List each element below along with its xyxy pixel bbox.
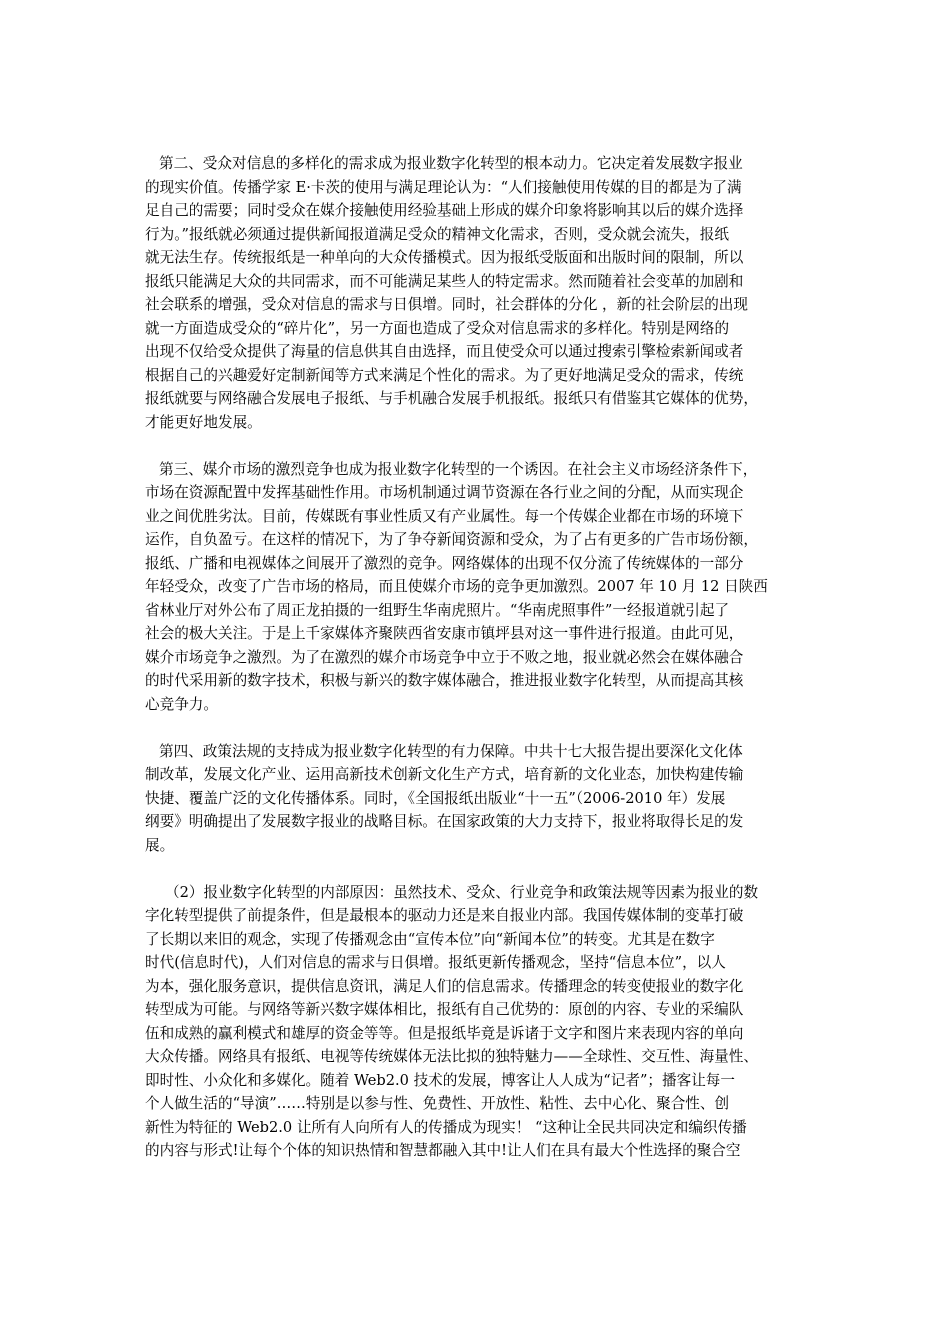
text-line: 报纸就要与网络融合发展电子报纸、与手机融合发展手机报纸。报纸只有借鉴其它媒体的优势， bbox=[145, 390, 758, 407]
text-line: 字化转型提供了前提条件，但是最根本的驱动力还是来自报业内部。我国传媒体制的变革打破 bbox=[145, 907, 744, 924]
text-line: 的现实价值。传播学家 E·卡茨的使用与满足理论认为：“人们接触使用传媒的目的都是为了满 bbox=[145, 178, 742, 196]
text-line: 社会的极大关注。于是上千家媒体齐聚陕西省安康市镇坪县对这一事件进行报道。由此可见， bbox=[145, 625, 744, 642]
text-line: 报纸只能满足大众的共同需求，而不可能满足某些人的特定需求。然而随着社会变革的加剧和 bbox=[145, 272, 744, 290]
text-line: 第三、媒介市场的激烈竞争也成为报业数字化转型的一个诱因。在社会主义市场经济条件下， bbox=[159, 460, 758, 478]
text-line: 业之间优胜劣汰。目前，传媒既有事业性质又有产业属性。每一个传媒企业都在市场的环境下 bbox=[145, 507, 744, 525]
text-line: 行为。”报纸就必须通过提供新闻报道满足受众的精神文化需求，否则，受众就会流失，报纸 bbox=[145, 225, 729, 243]
paragraph-audience-demand bbox=[145, 152, 825, 434]
text-line: 的内容与形式!让每个个体的知识热情和智慧都融入其中!让人们在具有最大个性选择的聚合空 bbox=[145, 1142, 741, 1159]
text-line: 才能更好地发展。 bbox=[145, 413, 262, 431]
text-line: 的时代采用新的数字技术，积极与新兴的数字媒体融合，推进报业数字化转型，从而提高其核 bbox=[145, 672, 744, 689]
text-line: 媒介市场竞争之激烈。为了在激烈的媒介市场竞争中立于不败之地，报业就必然会在媒体融合 bbox=[145, 648, 744, 666]
text-line: 出现不仅给受众提供了海量的信息供其自由选择，而且使受众可以通过搜索引擎检索新闻或者 bbox=[145, 343, 744, 360]
text-line: 个人做生活的“导演”……特别是以参与性、免费性、开放性、粘性、去中心化、聚合性、创 bbox=[145, 1095, 730, 1112]
text-line: 伍和成熟的赢利模式和雄厚的资金等等。但是报纸毕竟是诉诸于文字和图片来表现内容的单向 bbox=[145, 1024, 744, 1042]
text-line: 大众传播。网络具有报纸、电视等传统媒体无法比拟的独特魅力——全球性、交互性、海量性、 bbox=[145, 1048, 758, 1065]
text-line: 心竞争力。 bbox=[145, 695, 218, 713]
paragraph-policy-support bbox=[145, 740, 825, 858]
text-line: 社会联系的增强，受众对信息的需求与日俱增。同时，社会群体的分化 ，新的社会阶层的出现 bbox=[145, 296, 748, 313]
paragraph-internal-causes bbox=[145, 881, 825, 1163]
document-page bbox=[145, 152, 825, 1163]
text-line: 运作，自负盈亏。在这样的情况下，为了争夺新闻资源和受众，为了占有更多的广告市场份额， bbox=[145, 531, 758, 548]
text-line: 了长期以来旧的观念，实现了传播观念由“宣传本位”向“新闻本位”的转变。尤其是在数字 bbox=[145, 930, 715, 948]
text-line: 就无法生存。传统报纸是一种单向的大众传播模式。因为报纸受版面和出版时间的限制，所以 bbox=[145, 249, 744, 266]
text-line: 第二、受众对信息的多样化的需求成为报业数字化转型的根本动力。它决定着发展数字报业 bbox=[159, 155, 743, 172]
text-line: 即时性、小众化和多媒化。随着 Web2.0 技术的发展，博客让人人成为“记者”；播客让每一 bbox=[145, 1071, 735, 1089]
text-line: 时代(信息时代)，人们对信息的需求与日俱增。报纸更新传播观念，坚持“信息本位”，以人 bbox=[145, 954, 726, 971]
text-line: 省林业厅对外公布了周正龙拍摄的一组野生华南虎照片。“华南虎照事件”一经报道就引起了 bbox=[145, 601, 730, 619]
text-line: 纲要》明确提出了发展数字报业的战略目标。在国家政策的大力支持下，报业将取得长足的发 bbox=[145, 813, 744, 830]
text-line: 展。 bbox=[145, 836, 175, 854]
text-line: 市场在资源配置中发挥基础性作用。市场机制通过调节资源在各行业之间的分配，从而实现企 bbox=[145, 484, 744, 501]
text-line: 转型成为可能。与网络等新兴数字媒体相比，报纸有自己优势的：原创的内容、专业的采编队 bbox=[145, 1001, 744, 1018]
paragraph-market-competition bbox=[145, 458, 825, 717]
text-line: 第四、政策法规的支持成为报业数字化转型的有力保障。中共十七大报告提出要深化文化体 bbox=[159, 742, 743, 760]
text-line: （2）报业数字化转型的内部原因：虽然技术、受众、行业竞争和政策法规等因素为报业的数 bbox=[165, 883, 759, 901]
text-line: 就一方面造成受众的“碎片化”，另一方面也造成了受众对信息需求的多样化。特别是网络的 bbox=[145, 319, 730, 337]
text-line: 报纸、广播和电视媒体之间展开了激烈的竞争。网络媒体的出现不仅分流了传统媒体的一部分 bbox=[145, 554, 744, 572]
text-line: 足自己的需要；同时受众在媒介接触使用经验基础上形成的媒介印象将影响其以后的媒介选择 bbox=[145, 202, 744, 219]
text-line: 根据自己的兴趣爱好定制新闻等方式来满足个性化的需求。为了更好地满足受众的需求，传统 bbox=[145, 366, 744, 384]
text-line: 新性为特征的 Web2.0 让所有人向所有人的传播成为现实！ “这种让全民共同决定和编织传播 bbox=[145, 1118, 747, 1136]
text-line: 为本，强化服务意识，提供信息资讯，满足人们的信息需求。传播理念的转变使报业的数字化 bbox=[145, 977, 744, 995]
text-line: 快捷、覆盖广泛的文化传播体系。同时，《全国报纸出版业“十一五”（2006-2010 年）发展 bbox=[145, 789, 726, 807]
text-line: 制改革，发展文化产业、运用高新技术创新文化生产方式，培育新的文化业态，加快构建传输 bbox=[145, 766, 744, 783]
text-line: 年轻受众，改变了广告市场的格局，而且使媒介市场的竞争更加激烈。2007 年 10 月 12 日陕西 bbox=[145, 578, 768, 595]
